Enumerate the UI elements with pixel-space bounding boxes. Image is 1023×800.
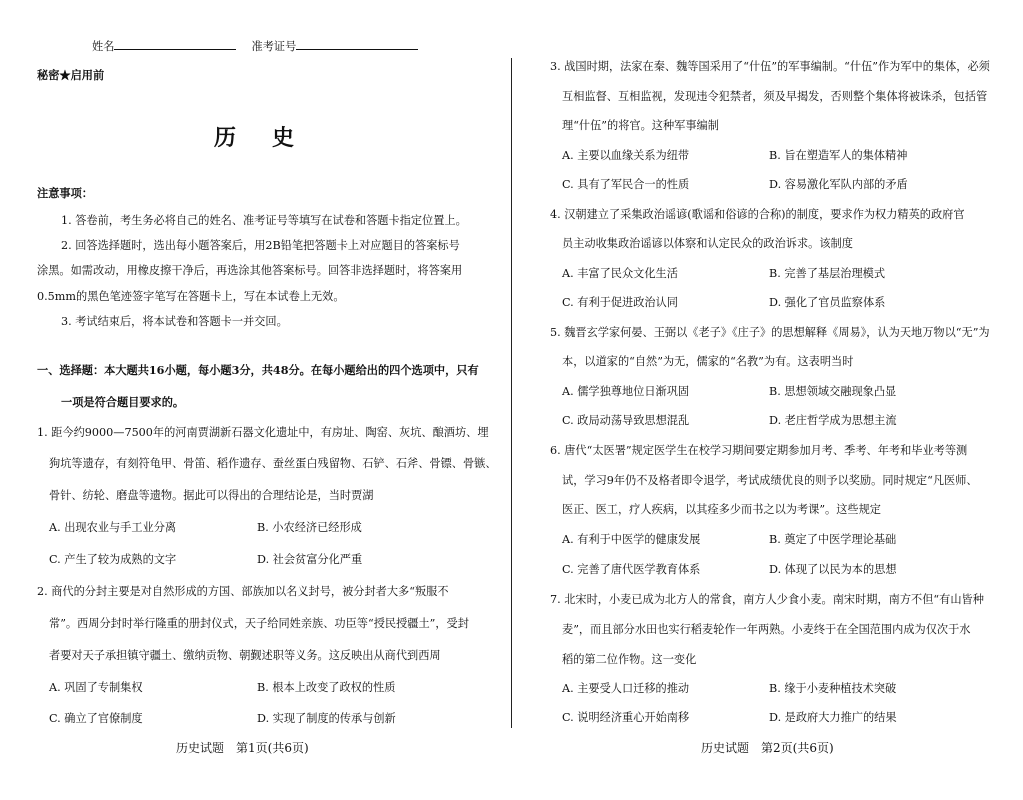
notes-line: 2. 回答选择题时，选出每小题答案后，用2B铅笔把答题卡上对应题目的答案标号 <box>61 239 460 252</box>
option-b: B. 完善了基层治理模式 <box>769 267 886 280</box>
option-c: C. 产生了较为成熟的文字 <box>49 553 177 566</box>
id-label: 准考证号 <box>251 40 297 53</box>
question-line: 2. 商代的分封主要是对自然形成的方国、部族加以名义封号，被分封者大多“叛服不 <box>37 585 449 598</box>
option-a: A. 有利于中医学的健康发展 <box>562 533 701 546</box>
id-field <box>296 37 418 50</box>
question-line: 本，以道家的“自然”为无，儒家的“名教”为有。这表明当时 <box>562 355 854 368</box>
option-a: A. 儒学独尊地位日渐巩固 <box>562 385 690 398</box>
notes-heading: 注意事项： <box>37 186 93 200</box>
name-field <box>114 37 236 50</box>
option-d: D. 实现了制度的传承与创新 <box>257 712 396 725</box>
option-d: D. 容易激化军队内部的矛盾 <box>769 178 908 191</box>
question-line: 理“什伍”的将官。这种军事编制 <box>562 119 719 132</box>
question-line: 者要对天子承担镇守疆土、缴纳贡物、朝觐述职等义务。这反映出从商代到西周 <box>49 649 441 662</box>
option-d: D. 体现了以民为本的思想 <box>769 563 897 576</box>
option-b: B. 根本上改变了政权的性质 <box>257 681 396 694</box>
option-d: D. 强化了官员监察体系 <box>769 296 886 309</box>
option-d: D. 社会贫富分化严重 <box>257 553 363 566</box>
option-b: B. 奠定了中医学理论基础 <box>769 533 897 546</box>
notes-line: 1. 答卷前，考生务必将自己的姓名、准考证号等填写在试卷和答题卡指定位置上。 <box>61 214 467 227</box>
option-c: C. 具有了军民合一的性质 <box>562 178 690 191</box>
name-label: 姓名 <box>92 40 115 53</box>
secret-label: 秘密★启用前 <box>37 68 105 82</box>
option-a: A. 主要以血缘关系为纽带 <box>562 149 690 162</box>
name-label-row <box>92 37 418 54</box>
option-a: A. 主要受人口迁移的推动 <box>562 682 690 695</box>
option-b: B. 小农经济已经形成 <box>257 521 362 534</box>
option-b: B. 思想领域交融现象凸显 <box>769 385 897 398</box>
page-title: 历史 <box>214 125 331 151</box>
option-a: A. 出现农业与手工业分离 <box>49 521 177 534</box>
question-line: 狗坑等遗存，有刻符龟甲、骨笛、稻作遗存、蚕丝蛋白残留物、石铲、石斧、骨镖、骨镞、 <box>49 457 497 470</box>
question-line: 麦”，而且部分水田也实行稻麦轮作一年两熟。小麦终于在全国范围内成为仅次于水 <box>562 623 971 636</box>
option-c: C. 完善了唐代医学教育体系 <box>562 563 701 576</box>
question-line: 骨针、纺轮、磨盘等遗物。据此可以得出的合理结论是，当时贾湖 <box>49 489 374 502</box>
question-line: 常”。西周分封时举行隆重的册封仪式，天子给同姓亲族、功臣等“授民授疆土”，受封 <box>49 617 469 630</box>
option-c: C. 说明经济重心开始南移 <box>562 711 690 724</box>
notes-line: 涂黑。如需改动，用橡皮擦干净后，再选涂其他答案标号。回答非选择题时，将答案用 <box>37 264 463 277</box>
notes-line: 0.5mm的黑色笔迹签字笔写在答题卡上，写在本试卷上无效。 <box>37 290 345 303</box>
question-line: 1. 距今约9000—7500年的河南贾湖新石器文化遗址中，有房址、陶窑、灰坑、酿酒坊、埋 <box>37 426 489 439</box>
page-footer-left: 历史试题 第1页(共6页) <box>176 741 309 755</box>
question-line: 试，学习9年仍不及格者即令退学，考试成绩优良的则予以奖励。同时规定“凡医师、 <box>562 474 978 487</box>
question-line: 稻的第二位作物。这一变化 <box>562 653 697 666</box>
notes-line: 3. 考试结束后，将本试卷和答题卡一并交回。 <box>61 315 288 328</box>
option-c: C. 确立了官僚制度 <box>49 712 143 725</box>
question-line: 员主动收集政治谣谚以体察和认定民众的政治诉求。该制度 <box>562 237 853 250</box>
question-line: 3. 战国时期，法家在秦、魏等国采用了“什伍”的军事编制。“什伍”作为军中的集体，必须 <box>550 60 990 73</box>
option-c: C. 政局动荡导致思想混乱 <box>562 414 690 427</box>
option-b: B. 缘于小麦种植技术突破 <box>769 682 897 695</box>
section-heading-cont: 一项是符合题目要求的。 <box>61 395 185 409</box>
option-b: B. 旨在塑造军人的集体精神 <box>769 149 908 162</box>
section-heading: 一、选择题：本大题共16小题，每小题3分，共48分。在每小题给出的四个选项中，只有 <box>37 363 479 377</box>
question-line: 医正、医工，疗人疾病，以其痊多少而书之以为考课”。这些规定 <box>562 503 881 516</box>
question-line: 6. 唐代“太医署”规定医学生在校学习期间要定期参加月考、季考、年考和毕业考等测 <box>550 444 968 457</box>
option-c: C. 有利于促进政治认同 <box>562 296 678 309</box>
question-line: 7. 北宋时，小麦已成为北方人的常食，南方人少食小麦。南宋时期，南方不但“有山皆种 <box>550 593 984 606</box>
question-line: 4. 汉朝建立了采集政治谣谚(歌谣和俗谚的合称)的制度，要求作为权力精英的政府官 <box>550 208 965 221</box>
column-divider <box>511 58 512 728</box>
option-d: D. 是政府大力推广的结果 <box>769 711 897 724</box>
question-line: 5. 魏晋玄学家何晏、王弼以《老子》《庄子》的思想解释《周易》，认为天地万物以“无”为 <box>550 326 990 339</box>
option-d: D. 老庄哲学成为思想主流 <box>769 414 897 427</box>
question-line: 互相监督、互相监视，发现违令犯禁者，须及早揭发，否则整个集体将被诛杀，包括管 <box>562 90 988 103</box>
option-a: A. 丰富了民众文化生活 <box>562 267 678 280</box>
page-footer-right: 历史试题 第2页(共6页) <box>701 741 834 755</box>
option-a: A. 巩固了专制集权 <box>49 681 143 694</box>
